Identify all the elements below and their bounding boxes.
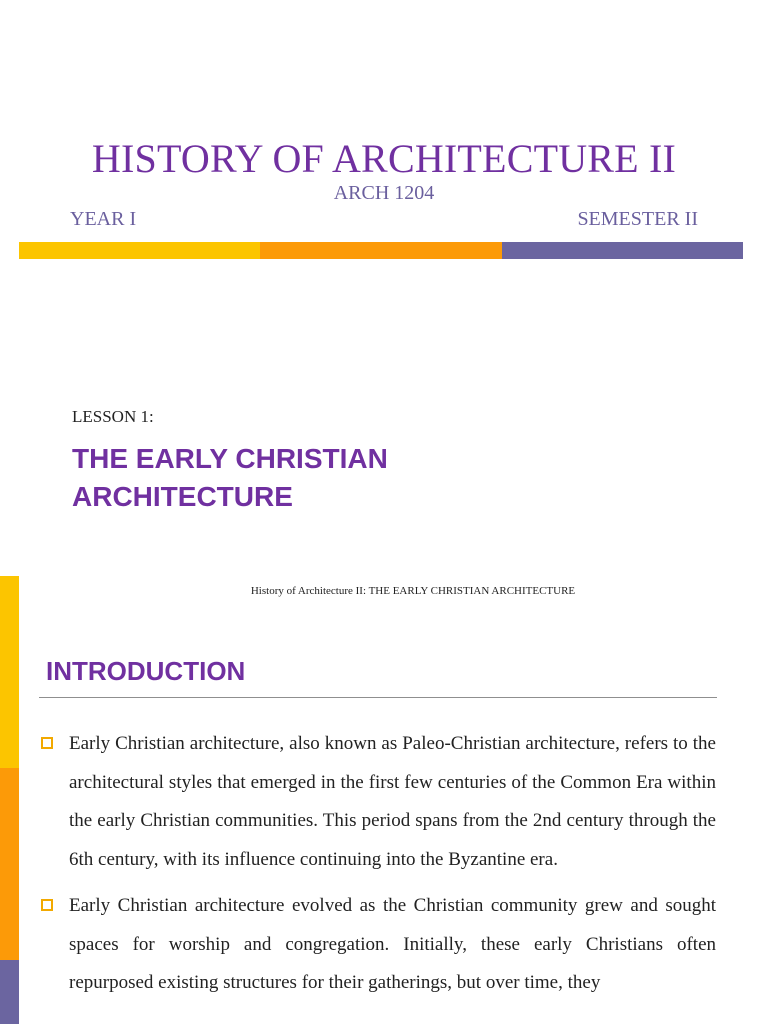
lesson-title-line-2: ARCHITECTURE: [72, 481, 293, 512]
year-label: YEAR I: [70, 208, 137, 230]
lesson-label: LESSON 1:: [72, 407, 154, 426]
tricolor-bar: [19, 242, 743, 259]
list-item: [0, 725, 716, 879]
square-bullet-icon: [41, 899, 53, 911]
section-divider: [39, 697, 717, 698]
bullet-text: Early Christian architecture evolved as the Christian community grew and sought spaces for worship and congregation. Initially, these early Christians often repurposed existing structures for their gatherings, but over time, they: [69, 895, 716, 993]
lesson-title: [72, 440, 492, 516]
bar-segment-orange: [260, 242, 501, 259]
bar-segment-slate: [502, 242, 743, 259]
course-title: HISTORY OF ARCHITECTURE II: [91, 136, 677, 181]
bar-segment-yellow: [19, 242, 260, 259]
bullet-text: Early Christian architecture, also known as Paleo-Christian architecture, refers to the architectural styles that emerged in the first few centuries of the Common Era within the early Christian communities. This period spans from the 2nd century through the 6th century, with its influence continuing into the Byzantine era.: [69, 733, 716, 870]
slide-header: History of Architecture II: THE EARLY CHRISTIAN ARCHITECTURE: [250, 585, 576, 597]
bullet-list: [0, 725, 768, 1011]
section-title: INTRODUCTION: [46, 656, 246, 686]
lesson-title-line-1: THE EARLY CHRISTIAN: [72, 443, 388, 474]
square-bullet-icon: [41, 737, 53, 749]
course-code: ARCH 1204: [333, 182, 435, 204]
semester-label: SEMESTER II: [577, 208, 698, 230]
list-item: [0, 887, 716, 1003]
